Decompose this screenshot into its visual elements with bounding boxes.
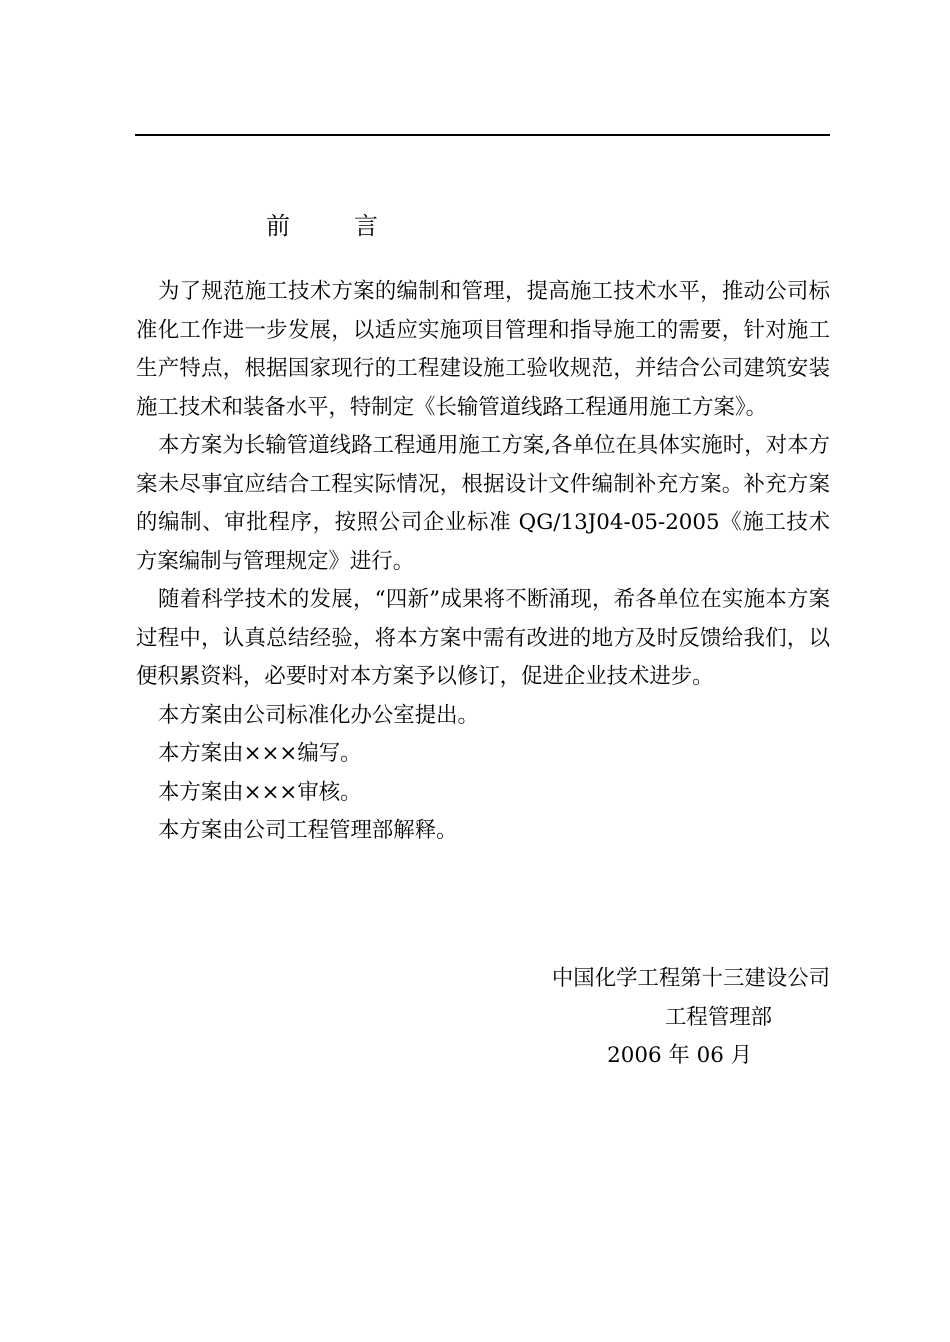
paragraph-feedback: 随着科学技术的发展，“四新”成果将不断涌现，希各单位在实施本方案过程中，认真总结经验，将本方案中需有改进的地方及时反馈给我们，以便积累资料，必要时对本方案予以修订，促进企业技术进步。 [136,587,830,689]
paragraph-interpreted-by: 本方案由公司工程管理部解释。 [158,818,458,843]
signature-block [530,960,830,1076]
paragraph-purpose: 为了规范施工技术方案的编制和管理，提高施工技术水平，推动公司标准化工作进一步发展，以适应实施项目管理和指导施工的需要，针对施工生产特点，根据国家现行的工程建设施工验收规范，并结合公司建筑安装施工技术和装备水平，特制定《长输管道线路工程通用施工方案》。 [136,279,830,420]
paragraph-proposed-by: 本方案由公司标准化办公室提出。 [158,702,479,728]
paragraph-scope: 本方案为长输管道线路工程通用施工方案,各单位在具体实施时，对本方案未尽事宜应结合工程实际情况，根据设计文件编制补充方案。补充方案的编制、审批程序，按照公司企业标准 QG/13J04-05-2005《施工技术方案编制与管理规定》进行。 [136,433,830,574]
paragraph-reviewed-by: 本方案由×××审核。 [158,779,362,805]
preface-body [136,273,830,851]
signature-department: 工程管理部 [665,1004,772,1030]
page-title [266,210,378,242]
signature-company: 中国化学工程第十三建设公司 [551,966,830,991]
paragraph-written-by: 本方案由×××编写。 [158,741,362,766]
title-char-1: 前 [266,212,290,240]
signature-date: 2006 年 06 月 [607,1043,752,1068]
title-char-2: 言 [354,212,378,240]
header-rule [135,134,830,136]
